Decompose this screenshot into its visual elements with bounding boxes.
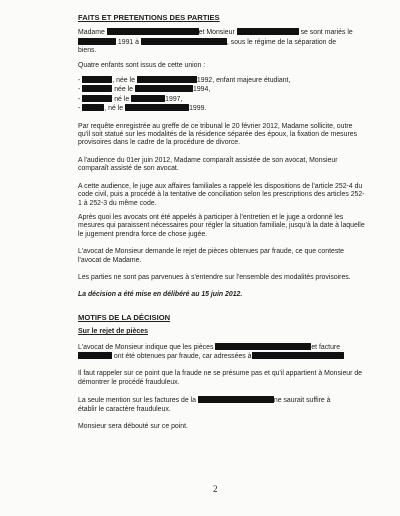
- redaction-bar: [82, 76, 112, 83]
- paragraph-factures: [78, 396, 366, 414]
- redaction-bar: [131, 95, 165, 102]
- paragraph-pieces-fraude: [78, 343, 366, 362]
- text-caractere: établir le caractère frauduleux.: [78, 405, 171, 413]
- paragraph-marriage: [78, 28, 366, 55]
- child-item: - née le 1994,: [78, 86, 211, 94]
- paragraph-modalites: Les parties ne sont pas parvenues à s'entendre sur l'ensemble des modalités provisoires.: [78, 273, 351, 281]
- text-biens: biens.: [78, 47, 97, 55]
- text-ne-saurait: ne saurait suffire à: [273, 397, 331, 405]
- child-born-label: née le: [114, 86, 133, 94]
- redaction-bar: [215, 343, 311, 350]
- paragraph-rejet-pieces: L'avocat de Monsieur demande le rejet de pièces obtenues par fraude, ce que conteste l'avocat de Madame.: [78, 248, 345, 264]
- section-heading-motifs: MOTIFS DE LA DÉCISION: [78, 312, 171, 322]
- redaction-bar: [135, 85, 193, 92]
- child-born-label: , née le: [112, 77, 135, 85]
- redaction-bar: [82, 85, 112, 92]
- child-born-detail: 1994,: [193, 86, 211, 94]
- paragraph-conciliation: A cette audience, le juge aux affaires familiales a rappelé les dispositions de l'article 252-4 du code civil, puis a procédé à la tentative de conciliation selon les prescriptions des articles 252-1 à 252-3 du même code.: [78, 182, 365, 207]
- text-madame: Madame: [78, 29, 105, 37]
- redaction-bar: [125, 104, 189, 111]
- redaction-bar: [78, 352, 112, 359]
- paragraph-mesures: Après quoi les avocats ont été appelés à participer à l'entretien et le juge a ordonné les mesures qui paraissent nécessaires pour régler la situation familiale, jusqu'à la date à laquelle le jugement prendra force de chose jugée.: [78, 213, 365, 238]
- redaction-bar: [198, 396, 274, 403]
- section-heading-facts: FAITS ET PRETENTIONS DES PARTIES: [78, 13, 220, 22]
- text-factures-intro: La seule mention sur les factures de la: [78, 397, 196, 405]
- children-list: [78, 76, 366, 114]
- paragraph-preuve-fraude: Il faut rappeler sur ce point que la fraude ne se présume pas et qu'il appartient à Monsieur de démontrer le procédé frauduleux.: [78, 370, 363, 386]
- child-born-label: , né le: [104, 105, 124, 113]
- subheading-rejet: Sur le rejet de pièces: [78, 328, 149, 336]
- redaction-bar: [252, 352, 344, 359]
- child-born-label: né le: [114, 95, 130, 103]
- paragraph-children-intro: Quatre enfants sont issus de cette union :: [78, 61, 206, 69]
- redaction-bar: [107, 28, 199, 35]
- text-adressees: ont été obtenues par fraude, car adressées à: [113, 352, 252, 360]
- redaction-bar: [237, 28, 299, 35]
- redaction-bar: [78, 38, 116, 45]
- document-body: [78, 14, 366, 431]
- text-regime: , sous le régime de la séparation de: [226, 38, 337, 46]
- redaction-bar: [137, 76, 197, 83]
- redaction-bar: [82, 95, 112, 102]
- child-item: - , née le 1992, enfant majeure étudiant,: [78, 77, 291, 85]
- child-item: - né le 1997,: [78, 95, 183, 103]
- paragraph-requete: Par requête enregistrée au greffe de ce tribunal le 20 février 2012, Madame sollicite, outre qu'il soit statué sur les modalités de la résidence séparée des époux, la fixation de mesures provisoires dans le cadre de la procédure de divorce.: [78, 122, 358, 147]
- child-born-detail: 1999.: [189, 105, 207, 113]
- paragraph-deliberation: La décision a été mise en délibéré au 15 juin 2012.: [78, 291, 243, 299]
- redaction-bar: [141, 38, 227, 45]
- paragraph-deboute: Monsieur sera débouté sur ce point.: [78, 423, 188, 430]
- page-number: 2: [213, 484, 218, 494]
- text-pieces-intro: L'avocat de Monsieur indique que les pièces: [78, 343, 214, 351]
- text-maries: se sont mariés le: [300, 29, 353, 37]
- redaction-bar: [82, 104, 104, 111]
- text-et-monsieur: et Monsieur: [198, 29, 235, 37]
- child-born-detail: 1997,: [165, 95, 183, 103]
- child-item: - , né le 1999.: [78, 105, 207, 113]
- text-et-facture: et facture: [311, 343, 341, 351]
- paragraph-audience: A l'audience du 01er juin 2012, Madame comparaît assistée de son avocat, Monsieur comparaît assisté de son avocat.: [78, 156, 338, 173]
- text-date-lieu: 1991 à: [117, 38, 139, 46]
- child-born-detail: 1992, enfant majeure étudiant,: [196, 77, 291, 85]
